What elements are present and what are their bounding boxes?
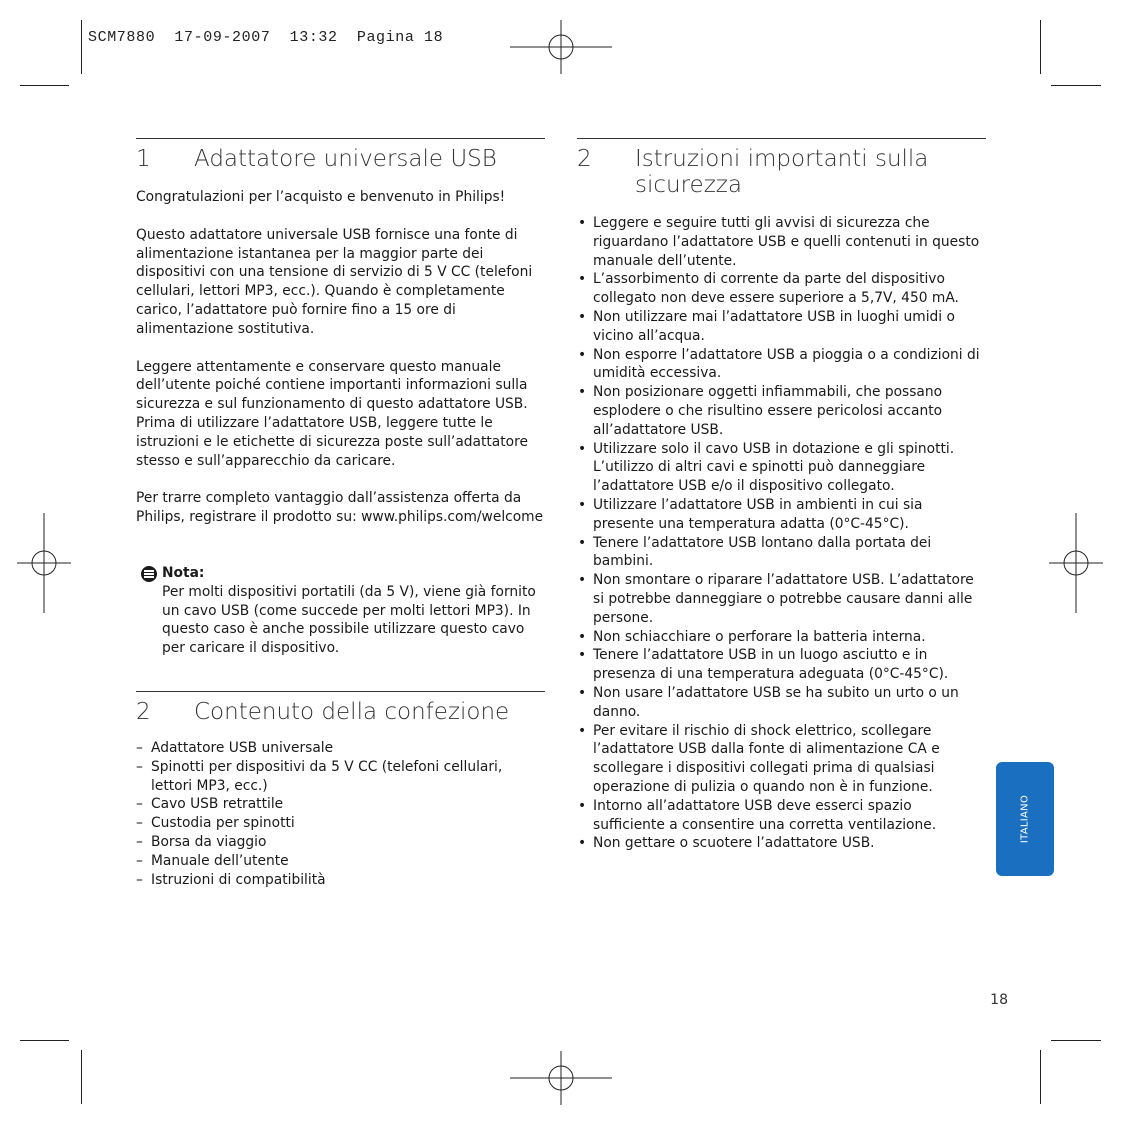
section-number: 1 bbox=[136, 146, 151, 172]
crop-mark bbox=[1040, 1050, 1041, 1104]
section-heading bbox=[136, 699, 545, 725]
registration-mark-bottom bbox=[510, 1051, 612, 1105]
right-column bbox=[577, 138, 986, 853]
list-item: – Cavo USB retrattile bbox=[136, 795, 545, 814]
language-tab bbox=[996, 762, 1054, 876]
left-column bbox=[136, 138, 545, 889]
section-title: Adattatore universale USB bbox=[194, 146, 497, 172]
section-number: 2 bbox=[577, 146, 592, 172]
registration-mark-top bbox=[510, 20, 612, 74]
list-item: • Intorno all’adattatore USB deve esserci spazio sufficiente a consentire una corretta ventilazione. bbox=[577, 797, 986, 835]
crop-mark bbox=[81, 1050, 82, 1104]
registration-mark-left bbox=[17, 513, 71, 613]
list-item: • Non usare l’adattatore USB se ha subito un urto o un danno. bbox=[577, 684, 986, 722]
body-paragraph: Per trarre completo vantaggio dall’assistenza offerta da Philips, registrare il prodotto su: www.philips.com/welcome bbox=[136, 490, 544, 526]
body-paragraph: Questo adattatore universale USB fornisce una fonte di alimentazione istantanea per la maggior parte dei dispositivi con una tensione di servizio di 5 V CC (telefoni cellulari, lettori MP3, ecc.). Quando è completamente carico, l’adattatore può fornire fino a 15 ore di alimentazione sostitutiva. bbox=[136, 226, 533, 337]
list-item: – Istruzioni di compatibilità bbox=[136, 871, 545, 890]
section-number: 2 bbox=[136, 698, 151, 725]
list-item: • Non utilizzare mai l’adattatore USB in luoghi umidi o vicino all’acqua. bbox=[577, 308, 986, 346]
section-rule bbox=[136, 691, 545, 692]
crop-mark bbox=[1051, 1040, 1101, 1041]
list-item: • Utilizzare l’adattatore USB in ambienti in cui sia presente una temperatura adatta (0°C-45°C). bbox=[577, 496, 986, 534]
list-item: • Tenere l’adattatore USB in un luogo asciutto e in presenza di una temperatura adeguata (0°C-45°C). bbox=[577, 646, 986, 684]
list-item: • Utilizzare solo il cavo USB in dotazione e gli spinotti. L’utilizzo di altri cavi e spinotti può danneggiare l’adattatore USB e/o il dispositivo collegato. bbox=[577, 440, 986, 496]
language-tab-label: ITALIANO bbox=[1019, 794, 1031, 844]
section-rule bbox=[577, 138, 986, 139]
note-box bbox=[136, 564, 545, 658]
body-paragraph: Congratulazioni per l’acquisto e benvenuto in Philips! bbox=[136, 189, 506, 205]
list-item: – Custodia per spinotti bbox=[136, 814, 545, 833]
list-item: – Borsa da viaggio bbox=[136, 833, 545, 852]
body-paragraph: Leggere attentamente e conservare questo manuale dell’utente poiché contiene importanti informazioni sulla sicurezza e sul funzionamento di questo adattatore USB. Prima di utilizzare l’adattatore USB, leggere tutte le istruzioni e le etichette di sicurezza poste sull’adattatore stesso e sull’apparecchio da caricare. bbox=[136, 358, 528, 469]
list-item: • Non smontare o riparare l’adattatore USB. L’adattatore si potrebbe danneggiare o potrebbe causare danni alle persone. bbox=[577, 571, 986, 627]
printer-slug: SCM7880 17-09-2007 13:32 Pagina 18 bbox=[88, 29, 444, 46]
list-item: – Adattatore USB universale bbox=[136, 739, 545, 758]
list-item: • Non schiacchiare o perforare la batteria interna. bbox=[577, 628, 986, 647]
safety-list bbox=[577, 214, 986, 853]
crop-mark bbox=[20, 1040, 69, 1041]
section-title: Contenuto della confezione bbox=[194, 698, 510, 725]
list-item: • Non esporre l’adattatore USB a pioggia o a condizioni di umidità eccessiva. bbox=[577, 346, 986, 384]
list-item: • Leggere e seguire tutti gli avvisi di sicurezza che riguardano l’adattatore USB e quelli contenuti in questo manuale dell’utente. bbox=[577, 214, 986, 270]
section-title: Istruzioni importanti sulla sicurezza bbox=[635, 146, 929, 198]
note-text: Per molti dispositivi portatili (da 5 V), viene già fornito un cavo USB (come succede per molti lettori MP3). In questo caso è anche possibile utilizzare questo cavo per caricare il dispositivo. bbox=[162, 583, 536, 657]
note-icon bbox=[141, 566, 157, 582]
list-item: • Non posizionare oggetti infiammabili, che possano esplodere o che risultino essere pericolosi accanto all’adattatore USB. bbox=[577, 383, 986, 439]
section-heading bbox=[136, 146, 545, 172]
crop-mark bbox=[1051, 85, 1101, 86]
list-item: • L’assorbimento di corrente da parte del dispositivo collegato non deve essere superiore a 5,7V, 450 mA. bbox=[577, 270, 986, 308]
page-number: 18 bbox=[990, 992, 1008, 1008]
list-item: – Manuale dell’utente bbox=[136, 852, 545, 871]
registration-mark-right bbox=[1049, 513, 1103, 613]
list-item: • Per evitare il rischio di shock elettrico, scollegare l’adattatore USB dalla fonte di alimentazione CA e scollegare i dispositivi collegati prima di qualsiasi operazione di pulizia o quando non è in funzione. bbox=[577, 722, 986, 797]
note-heading: Nota: bbox=[162, 564, 205, 581]
section-heading bbox=[577, 146, 986, 198]
list-item: – Spinotti per dispositivi da 5 V CC (telefoni cellulari, lettori MP3, ecc.) bbox=[136, 758, 545, 796]
section-rule bbox=[136, 138, 545, 139]
list-item: • Tenere l’adattatore USB lontano dalla portata dei bambini. bbox=[577, 534, 986, 572]
crop-mark bbox=[1040, 20, 1041, 74]
list-item: • Non gettare o scuotere l’adattatore USB. bbox=[577, 834, 986, 853]
crop-mark bbox=[20, 85, 69, 86]
crop-mark bbox=[81, 20, 82, 74]
contents-list bbox=[136, 739, 545, 889]
